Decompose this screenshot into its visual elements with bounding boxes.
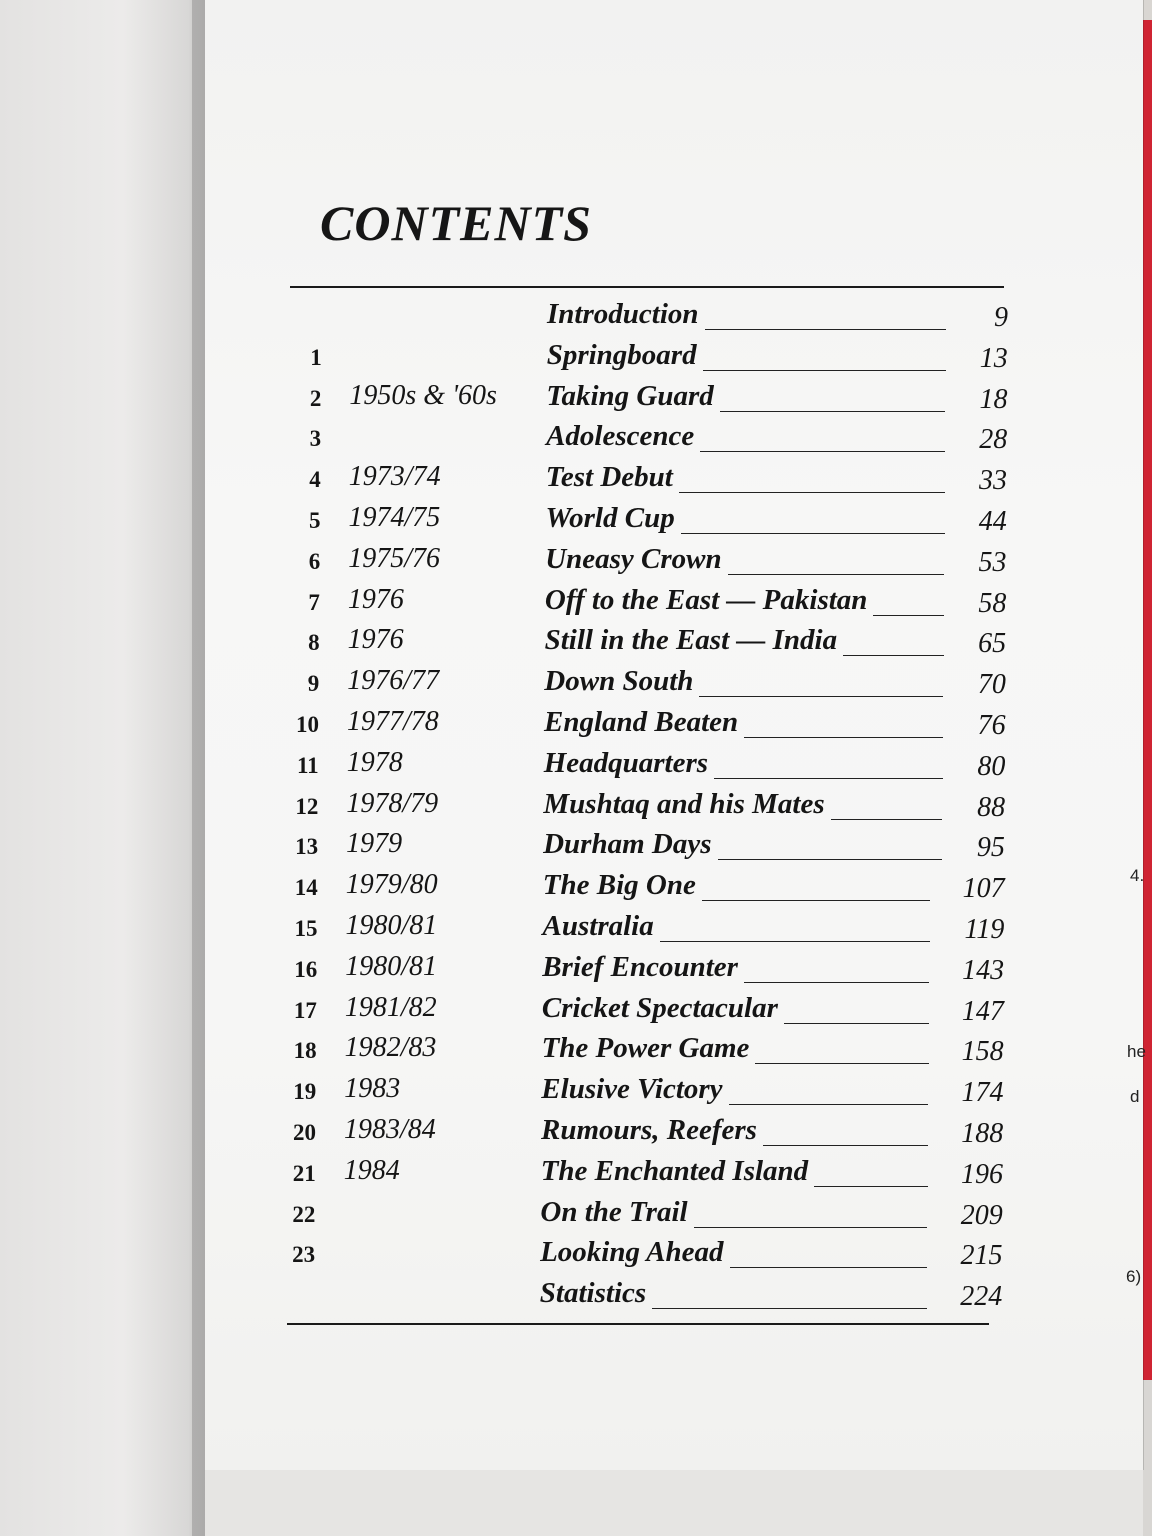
contents-row <box>0 951 1152 991</box>
page-number: 95 <box>976 832 1005 864</box>
page-number: 188 <box>961 1118 1004 1149</box>
leader-line <box>694 1226 928 1228</box>
chapter-title: Springboard <box>546 338 697 371</box>
chapter-years: 1976 <box>347 583 404 615</box>
chapter-title: World Cup <box>545 502 675 534</box>
chapter-number: 20 <box>293 1120 316 1145</box>
chapter-number: 8 <box>308 630 320 656</box>
leader-line <box>744 981 929 983</box>
leader-line <box>729 1103 929 1105</box>
page-number: 80 <box>977 750 1006 782</box>
chapter-title: Uneasy Crown <box>545 542 722 575</box>
cover-edge-text: 4. <box>1130 866 1145 885</box>
contents-row <box>0 380 1152 420</box>
leader-line <box>728 573 945 575</box>
page-number: 58 <box>978 587 1007 619</box>
chapter-number: 19 <box>293 1079 317 1105</box>
chapter-number: 18 <box>293 1038 317 1064</box>
chapter-number: 23 <box>292 1242 316 1268</box>
cover-edge-text: 6) <box>1126 1267 1142 1286</box>
page-number: 107 <box>962 873 1005 905</box>
page-number: 88 <box>977 791 1006 823</box>
contents-row <box>0 1196 1152 1236</box>
leader-line <box>763 1144 928 1146</box>
chapter-title: Down South <box>544 665 694 698</box>
leader-line <box>699 695 943 697</box>
chapter-title: Headquarters <box>543 746 709 779</box>
chapter-number: 16 <box>294 956 318 982</box>
leader-line <box>652 1307 927 1309</box>
leader-line <box>681 532 945 534</box>
chapter-number: 21 <box>292 1160 316 1186</box>
contents-row <box>0 420 1152 460</box>
contents-row <box>0 1114 1152 1154</box>
chapter-years: 1974/75 <box>348 502 441 533</box>
cover-edge-text: he <box>1127 1042 1146 1061</box>
contents-row <box>0 706 1152 746</box>
chapter-years: 1973/74 <box>348 461 441 493</box>
chapter-title: Durham Days <box>543 828 712 861</box>
page-number: 28 <box>979 424 1008 456</box>
page-number: 174 <box>961 1077 1004 1109</box>
chapter-years: 1976 <box>347 624 404 656</box>
chapter-years: 1984 <box>343 1154 400 1186</box>
chapter-years: 1980/81 <box>345 950 437 982</box>
chapter-years: 1979/80 <box>345 869 438 901</box>
leader-line <box>744 736 943 738</box>
chapter-title: On the Trail <box>540 1195 688 1228</box>
leader-line <box>714 777 943 779</box>
contents-row <box>0 624 1152 664</box>
chapter-number: 11 <box>296 752 319 778</box>
contents-row <box>0 1073 1152 1113</box>
page-number: 53 <box>978 546 1007 578</box>
leader-line <box>784 1022 929 1024</box>
leader-line <box>660 940 930 942</box>
chapter-number: 17 <box>293 997 317 1023</box>
chapter-years: 1950s & '60s <box>349 379 497 411</box>
contents-row <box>0 992 1152 1032</box>
chapter-number: 22 <box>292 1201 316 1227</box>
contents-row <box>0 665 1152 705</box>
leader-line <box>873 614 943 616</box>
chapter-number: 14 <box>294 875 318 901</box>
leader-line <box>705 328 947 330</box>
contents-row <box>0 910 1152 950</box>
chapter-years: 1979 <box>346 828 403 860</box>
chapter-title: Mushtaq and his Mates <box>543 787 825 820</box>
chapter-title: The Big One <box>542 869 696 902</box>
chapter-title: Rumours, Reefers <box>541 1114 757 1146</box>
leader-line <box>730 1266 928 1268</box>
chapter-title: The Power Game <box>541 1032 750 1065</box>
chapter-title: Cricket Spectacular <box>541 991 778 1024</box>
chapter-number: 15 <box>294 916 318 941</box>
chapter-title: Adolescence <box>546 420 695 453</box>
contents-row <box>0 339 1152 379</box>
page-number: 147 <box>961 995 1004 1027</box>
chapter-years: 1978/79 <box>346 787 439 819</box>
chapter-number: 12 <box>295 793 319 819</box>
contents-row <box>0 1236 1152 1276</box>
chapter-number: 6 <box>308 548 321 574</box>
chapter-years: 1980/81 <box>345 910 438 941</box>
leader-line <box>718 858 943 860</box>
chapter-number: 7 <box>308 589 320 615</box>
leader-line <box>755 1062 928 1064</box>
chapter-years: 1981/82 <box>344 991 437 1023</box>
chapter-number: 13 <box>295 834 319 860</box>
page-number: 224 <box>960 1281 1003 1313</box>
chapter-title: Test Debut <box>545 461 673 494</box>
contents-row <box>0 1032 1152 1072</box>
leader-line <box>831 818 943 820</box>
contents-row <box>0 788 1152 828</box>
chapter-years: 1983 <box>344 1073 401 1105</box>
chapter-title: Brief Encounter <box>542 950 738 983</box>
chapter-title: England Beaten <box>544 706 739 738</box>
chapter-title: The Enchanted Island <box>540 1154 809 1187</box>
chapter-title: Still in the East — India <box>544 624 838 657</box>
chapter-years: 1976/77 <box>347 665 440 697</box>
contents-row <box>0 747 1152 787</box>
leader-line <box>843 654 943 656</box>
page-number: 215 <box>960 1240 1003 1272</box>
chapter-title: Australia <box>542 910 654 942</box>
chapter-number: 9 <box>307 671 320 697</box>
contents-row <box>0 828 1152 868</box>
page-number: 209 <box>960 1199 1003 1231</box>
leader-line <box>700 450 945 452</box>
chapter-number: 5 <box>309 508 321 533</box>
page-number: 13 <box>979 342 1008 374</box>
page-number: 143 <box>962 954 1005 986</box>
cover-edge-text: d <box>1130 1087 1140 1106</box>
contents-row <box>0 502 1152 542</box>
contents-row <box>0 869 1152 909</box>
page-title: CONTENTS <box>320 195 592 251</box>
page-number: 9 <box>994 302 1008 333</box>
contents-row <box>0 461 1152 501</box>
page-number: 18 <box>979 383 1008 415</box>
chapter-number: 4 <box>309 467 321 493</box>
contents-row <box>0 1277 1152 1317</box>
contents-row <box>0 298 1152 338</box>
bottom-rule <box>287 1323 989 1325</box>
page-number: 33 <box>979 465 1008 497</box>
chapter-title: Statistics <box>539 1277 647 1310</box>
chapter-title: Elusive Victory <box>541 1073 723 1106</box>
page-number: 119 <box>964 914 1005 945</box>
chapter-years: 1977/78 <box>347 706 439 737</box>
chapter-number: 2 <box>309 385 322 411</box>
leader-line <box>679 491 945 493</box>
contents-row <box>0 1155 1152 1195</box>
page-number: 76 <box>977 710 1006 741</box>
leader-line <box>720 410 946 412</box>
chapter-years: 1983/84 <box>344 1114 436 1145</box>
contents-row <box>0 543 1152 583</box>
chapter-years: 1982/83 <box>344 1032 437 1064</box>
chapter-title: Looking Ahead <box>540 1236 724 1269</box>
chapter-title: Introduction <box>547 298 699 330</box>
chapter-title: Taking Guard <box>546 379 714 412</box>
contents-row <box>0 584 1152 624</box>
leader-line <box>702 899 930 901</box>
chapter-number: 10 <box>296 712 319 737</box>
page-number: 65 <box>978 628 1007 660</box>
page-number: 196 <box>960 1158 1003 1190</box>
chapter-title: Off to the East — Pakistan <box>544 583 868 616</box>
chapter-number: 1 <box>310 344 322 370</box>
page-number: 70 <box>977 669 1006 701</box>
chapter-years: 1978 <box>346 746 403 778</box>
leader-line <box>703 369 946 371</box>
leader-line <box>814 1185 928 1187</box>
chapter-number: 3 <box>309 426 322 452</box>
chapter-years: 1975/76 <box>348 542 440 574</box>
page-number: 158 <box>961 1036 1004 1068</box>
page-number: 44 <box>978 506 1007 537</box>
